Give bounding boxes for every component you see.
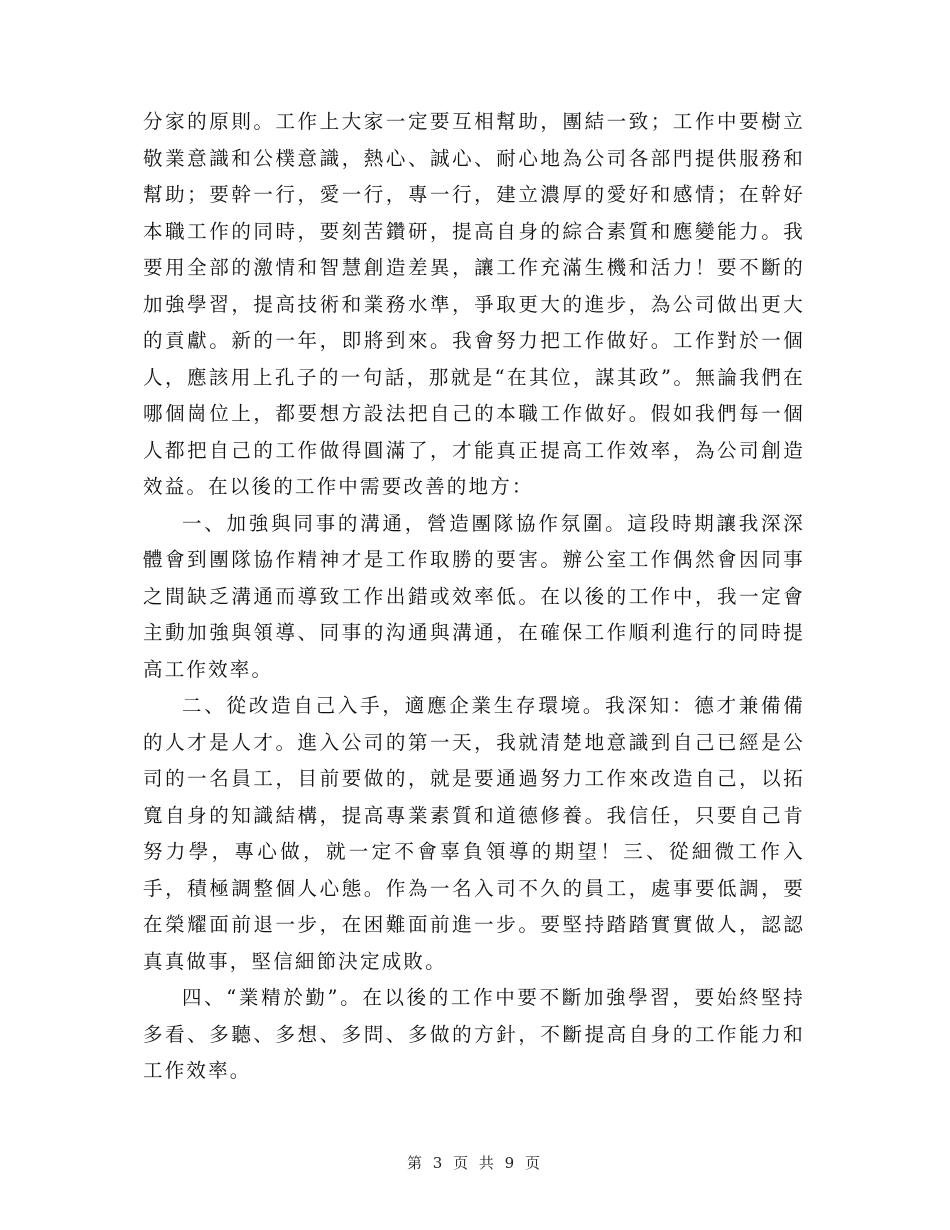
body-paragraph-diligence: 四、“業精於勤”。在以後的工作中要不斷加強學習，要始終堅持多看、多聽、多想、多問、多做的方針，不斷提高自身的工作能力和工作效率。 [143, 986, 805, 1082]
document-body [143, 104, 805, 1090]
body-paragraph-self-improvement: 二、從改造自己入手，適應企業生存環境。我深知：德才兼備備的人才是人才。進入公司的第一天，我就清楚地意識到自己已經是公司的一名員工，目前要做的，就是要通過努力工作來改造自己，以拓寬自身的知識結構，提高專業素質和道德修養。我信任，只要自己肯努力學，專心做，就一定不會辜負領導的期望！三、從細微工作入手，積極調整個人心態。作為一名入司不久的員工，處事要低調，要在榮耀面前退一步，在困難面前進一步。要堅持踏踏實實做人，認認真真做事，堅信細節決定成敗。 [143, 694, 805, 973]
body-paragraph-communication: 一、加強與同事的溝通，營造團隊協作氛圍。這段時期讓我深深體會到團隊協作精神才是工作取勝的要害。辦公室工作偶然會因同事之間缺乏溝通而導致工作出錯或效率低。在以後的工作中，我一定會主動加強與領導、同事的沟通與溝通，在確保工作順利進行的同時提高工作效率。 [143, 511, 805, 681]
body-paragraph-continuation: 分家的原則。工作上大家一定要互相幫助，團結一致；工作中要樹立敬業意識和公樸意識，熱心、誠心、耐心地為公司各部門提供服務和幫助；要幹一行，愛一行，專一行，建立濃厚的愛好和感情；在幹好本職工作的同時，要刻苦鑽研，提高自身的綜合素質和應變能力。我要用全部的激情和智慧創造差異，讓工作充滿生機和活力！要不斷的加強學習，提高技術和業務水準，爭取更大的進步，為公司做出更大的貢獻。新的一年，即將到來。我會努力把工作做好。工作對於一個人，應該用上孔子的一句話，那就是“在其位，謀其政”。無論我們在哪個崗位上，都要想方設法把自己的本職工作做好。假如我們每一個人都把自己的工作做得圓滿了，才能真正提高工作效率，為公司創造效益。在以後的工作中需要改善的地方： [143, 110, 805, 498]
page-number-footer: 第 3 页 共 9 页 [407, 1154, 543, 1172]
